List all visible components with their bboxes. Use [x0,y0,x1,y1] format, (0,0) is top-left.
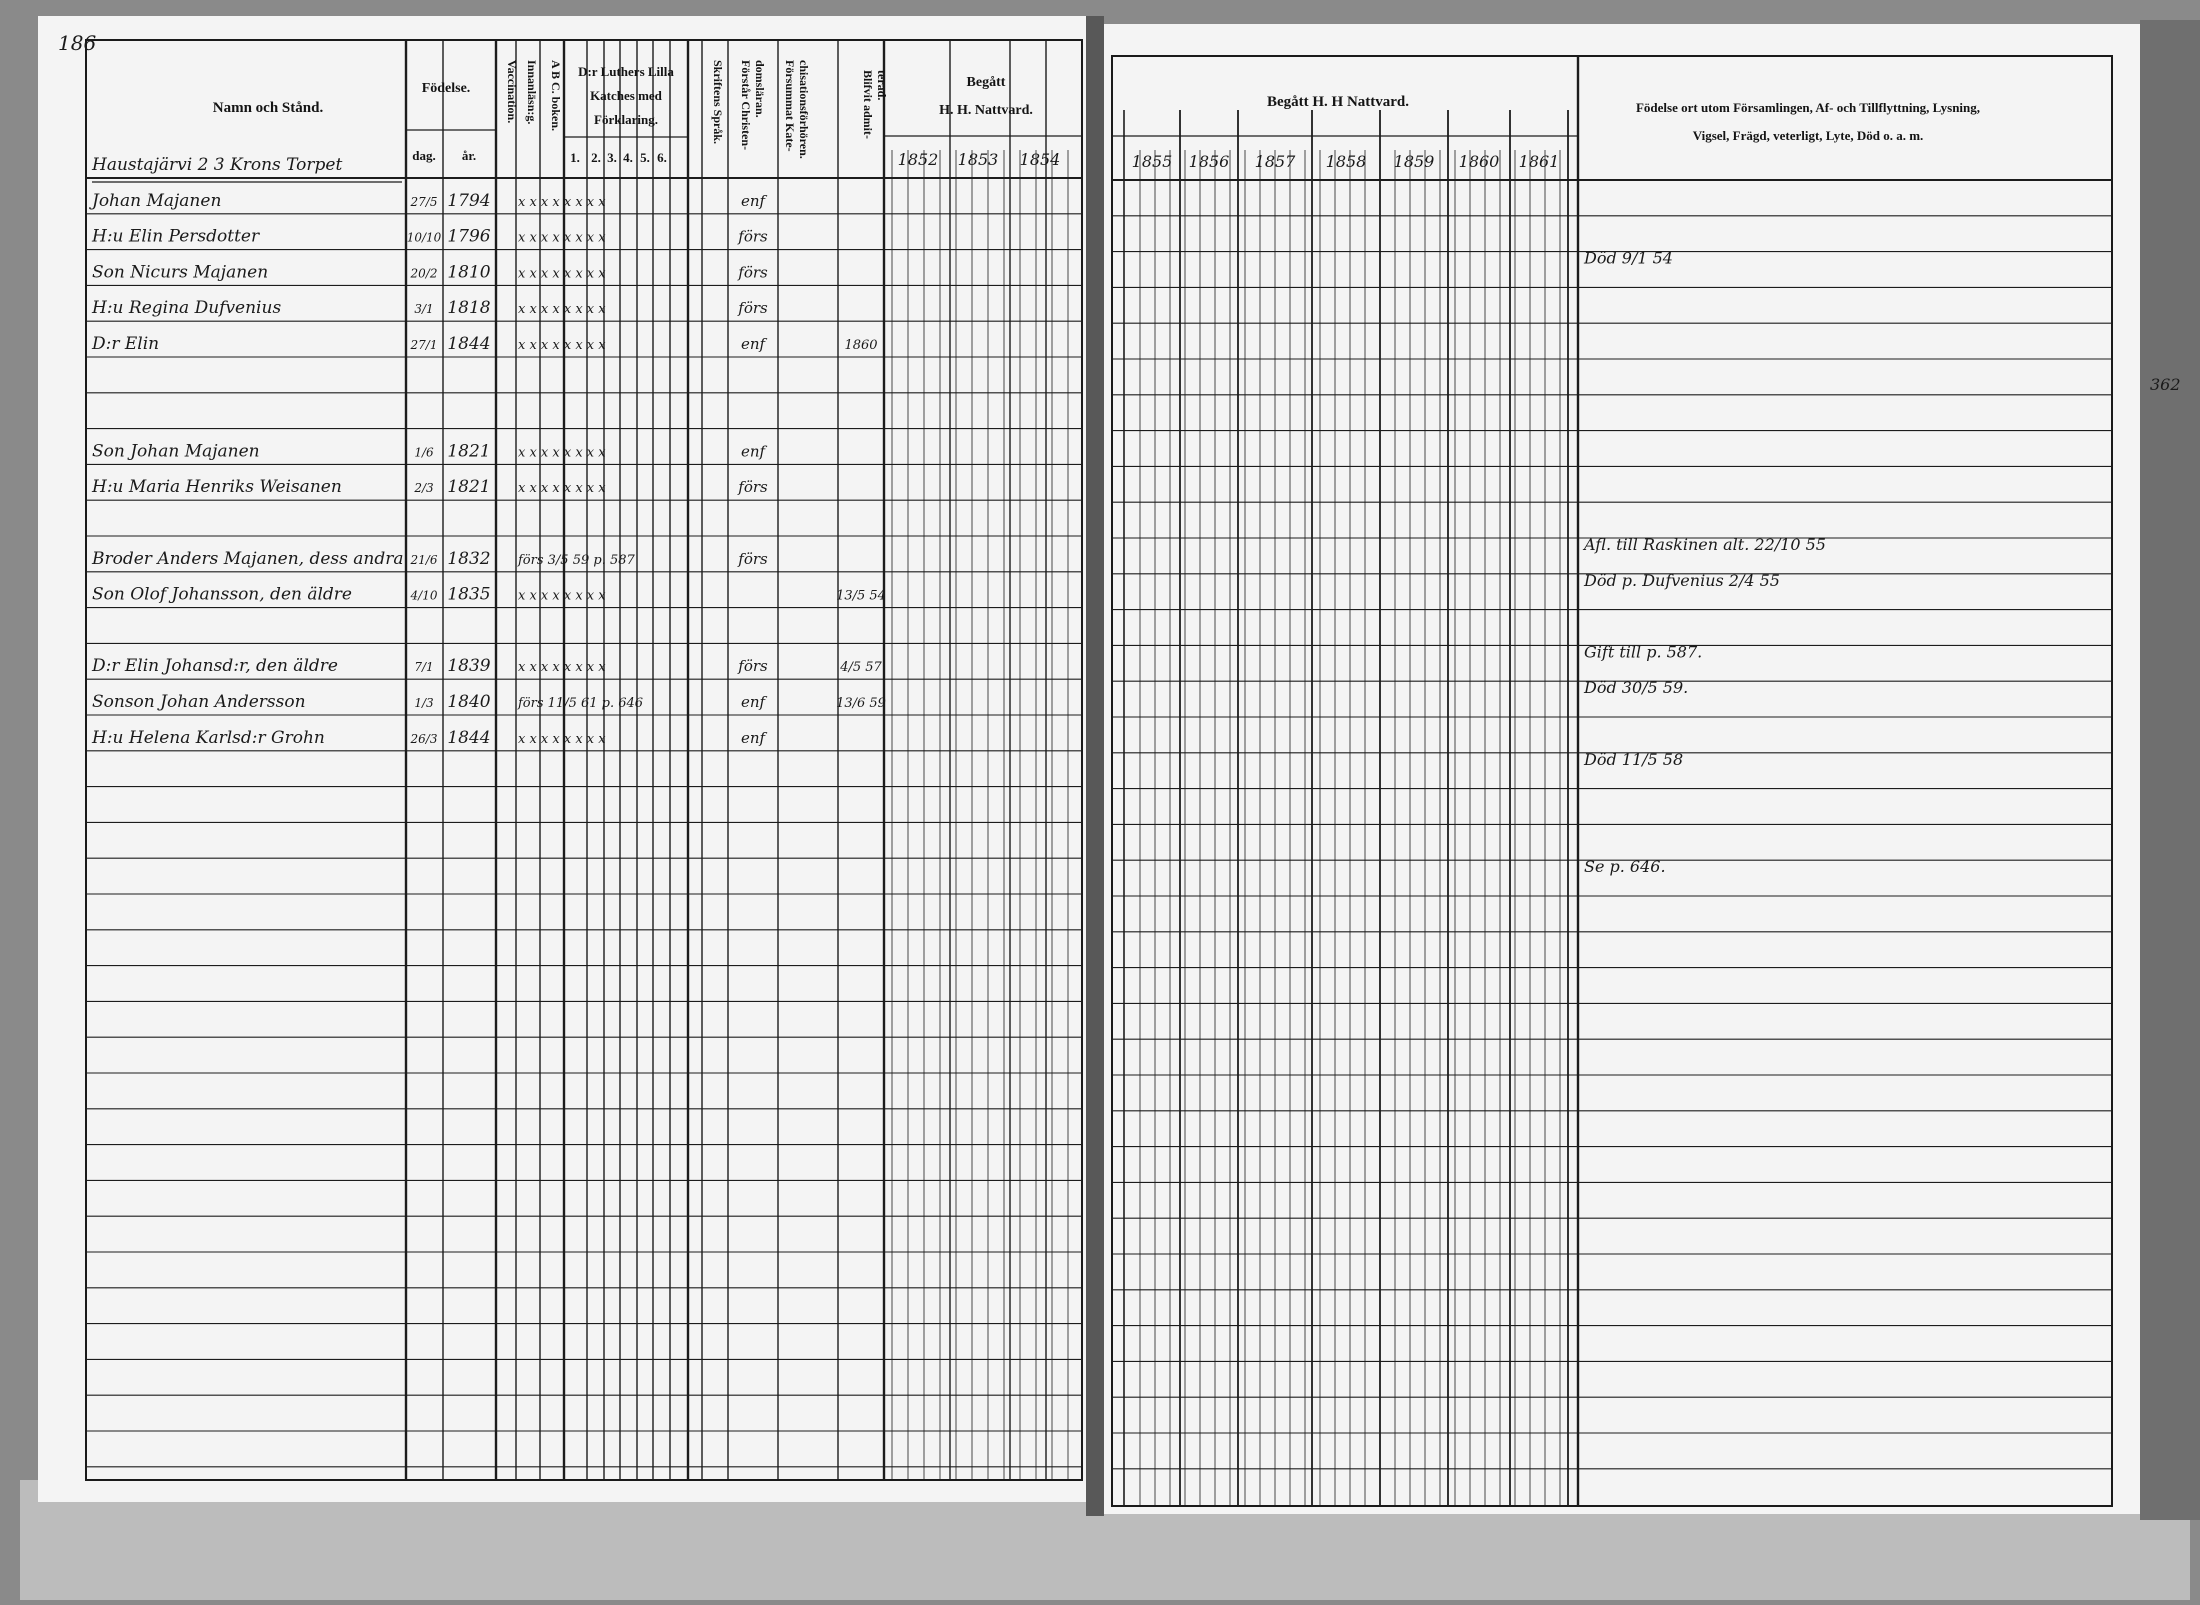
header-day: dag. [412,148,436,163]
header-year-left: 1854 [1019,150,1061,169]
note-text: Död 30/5 59. [1584,678,1689,698]
entry-birth-year: 1794 [447,190,491,211]
note-text: Död 11/5 58 [1584,749,1684,769]
entry-marks: x x x x x x x x [518,230,606,246]
header-year-right: 1855 [1131,152,1173,171]
entry-name: Broder Anders Majanen, dess andra [92,548,404,569]
note-text: Död p. Dufvenius 2/4 55 [1584,570,1780,590]
entry-name: D:r Elin [92,334,160,354]
header-year-right: 1859 [1393,152,1435,171]
entry-marks: x x x x x x x x [518,731,606,747]
header-notes-2: Vigsel, Frägd, veterligt, Lyte, Död o. a. m. [1692,128,1924,143]
header-luther-num: 3. [607,150,617,165]
right-page [1100,24,2140,1514]
entry-birth-day: 7/1 [414,660,434,675]
entry-marks: x x x x x x x x [518,194,606,210]
header-year: år. [461,148,477,163]
entry-marks: x x x x x x x x [518,481,606,497]
header-luther-3: Förklaring. [594,112,658,127]
entry-name: H:u Maria Henriks Weisanen [92,477,342,498]
table-row [91,656,883,676]
entry-christ: förs [738,263,768,282]
header-begatt-right: Begått H. H Nattvard. [1266,94,1410,110]
header-year-right: 1858 [1325,152,1367,171]
entry-marks: x x x x x x x x [518,338,606,353]
entry-name: Son Nicurs Majanen [92,262,269,283]
entry-birth-day: 27/1 [410,338,438,352]
entry-christ: förs [738,657,768,676]
entry-admitted: 4/5 57 [840,660,882,676]
entry-birth-year: 1839 [447,656,491,677]
entry-birth-year: 1844 [447,334,491,354]
entry-birth-year: 1832 [447,548,491,569]
entry-name: Johan Majanen [92,190,222,211]
entry-christ: enf [740,191,766,210]
entry-christ: förs [738,549,768,568]
entry-christ: enf [740,728,766,747]
entry-birth-year: 1810 [447,262,491,283]
entry-name: H:u Regina Dufvenius [92,298,282,319]
note-text: Afl. till Raskinen alt. 22/10 55 [1584,535,1826,554]
entry-birth-day: 21/6 [410,552,438,567]
header-birth: Födelse. [421,81,471,96]
entry-birth-day: 3/1 [414,302,434,317]
margin-note-right: 362 [2150,375,2181,394]
entry-name: H:u Elin Persdotter [92,226,260,247]
table-row [91,155,342,175]
entry-birth-day: 1/6 [414,445,434,460]
header-luther-num: 5. [640,150,650,165]
header-name: Namn och Stånd. [212,100,324,116]
entry-birth-day: 20/2 [410,266,438,281]
page-number: 186 [58,31,97,55]
entry-name: D:r Elin Johansd:r, den äldre [92,656,338,677]
header-year-right: 1861 [1518,152,1560,171]
header-vaccination: Vaccination. [505,60,519,124]
entry-birth-day: 1/3 [414,696,434,710]
entry-marks: x x x x x x x x [518,588,606,604]
header-year-right: 1857 [1254,152,1296,171]
entry-name: Haustajärvi 2 3 Krons Torpet [92,155,343,175]
entry-birth-day: 26/3 [410,731,438,746]
header-year-left: 1853 [957,150,999,169]
header-year-right: 1856 [1188,152,1230,171]
entry-christ: enf [740,442,766,461]
header-luther-num: 2. [591,150,601,165]
header-skrift: Skriftens Språk. [711,60,725,145]
entry-marks: x x x x x x x x [518,266,606,282]
header-admitt-2: terad. [875,70,889,101]
entry-birth-year: 1796 [447,226,491,247]
entry-birth-day: 27/5 [410,194,438,209]
header-kateches-2: chisationsförhören. [797,60,811,159]
entry-christ: förs [738,299,768,318]
header-notes-1: Födelse ort utom Församlingen, Af- och Tillflyttning, Lysning, [1635,100,1981,115]
note-text: Se p. 646. [1584,857,1666,877]
entry-marks: förs 3/5 59 p. 587 [518,552,635,568]
entry-christ: enf [740,335,766,353]
note-text: Gift till p. 587. [1584,642,1703,662]
header-begatt-2: H. H. Nattvard. [939,103,1033,118]
entry-christ: enf [740,693,766,711]
entry-birth-day: 10/10 [406,230,442,245]
entry-christ: förs [738,478,768,497]
header-luther-num: 6. [657,150,667,165]
header-year-right: 1860 [1458,152,1500,171]
header-abc: A B C. boken. [549,60,563,132]
book-gutter [1086,16,1104,1516]
header-begatt-1: Begått [966,75,1006,90]
entry-name: Son Olof Johansson, den äldre [92,584,352,605]
header-luther-1: D:r Luthers Lilla [578,64,674,79]
entry-admitted: 13/6 59 [836,696,886,711]
header-admitt-1: Blifvit admit- [861,70,875,139]
entry-name: H:u Helena Karlsd:r Grohn [92,727,325,748]
entry-marks: förs 11/5 61 p. 646 [518,696,644,711]
header-kateches-1: Försummat Kate- [783,60,797,152]
header-innanlasning: Innanläsn:g. [525,60,539,125]
header-christ-1: Förstår Christen- [739,60,753,151]
entry-name: Sonson Johan Andersson [92,692,306,712]
header-year-left: 1852 [897,150,939,169]
header-luther-num: 4. [623,150,633,165]
entry-admitted: 13/5 54 [836,588,886,604]
entry-name: Son Johan Majanen [92,441,260,462]
entry-birth-year: 1821 [447,441,491,462]
entry-birth-day: 4/10 [410,588,438,603]
entry-marks: x x x x x x x x [518,660,606,676]
entry-marks: x x x x x x x x [518,445,606,461]
entry-birth-year: 1844 [447,727,491,748]
entry-birth-year: 1835 [447,584,491,605]
header-christ-2: domsläran. [753,60,767,118]
entry-admitted: 1860 [844,338,878,353]
header-luther-2: Katches med [590,88,662,103]
entry-birth-day: 2/3 [414,481,434,496]
entry-birth-year: 1818 [447,298,491,319]
header-luther-num: 1. [570,150,580,165]
entry-birth-year: 1821 [447,477,491,498]
entry-birth-year: 1840 [447,692,491,712]
entry-marks: x x x x x x x x [518,302,606,318]
note-text: Död 9/1 54 [1584,248,1673,268]
entry-christ: förs [738,227,768,246]
